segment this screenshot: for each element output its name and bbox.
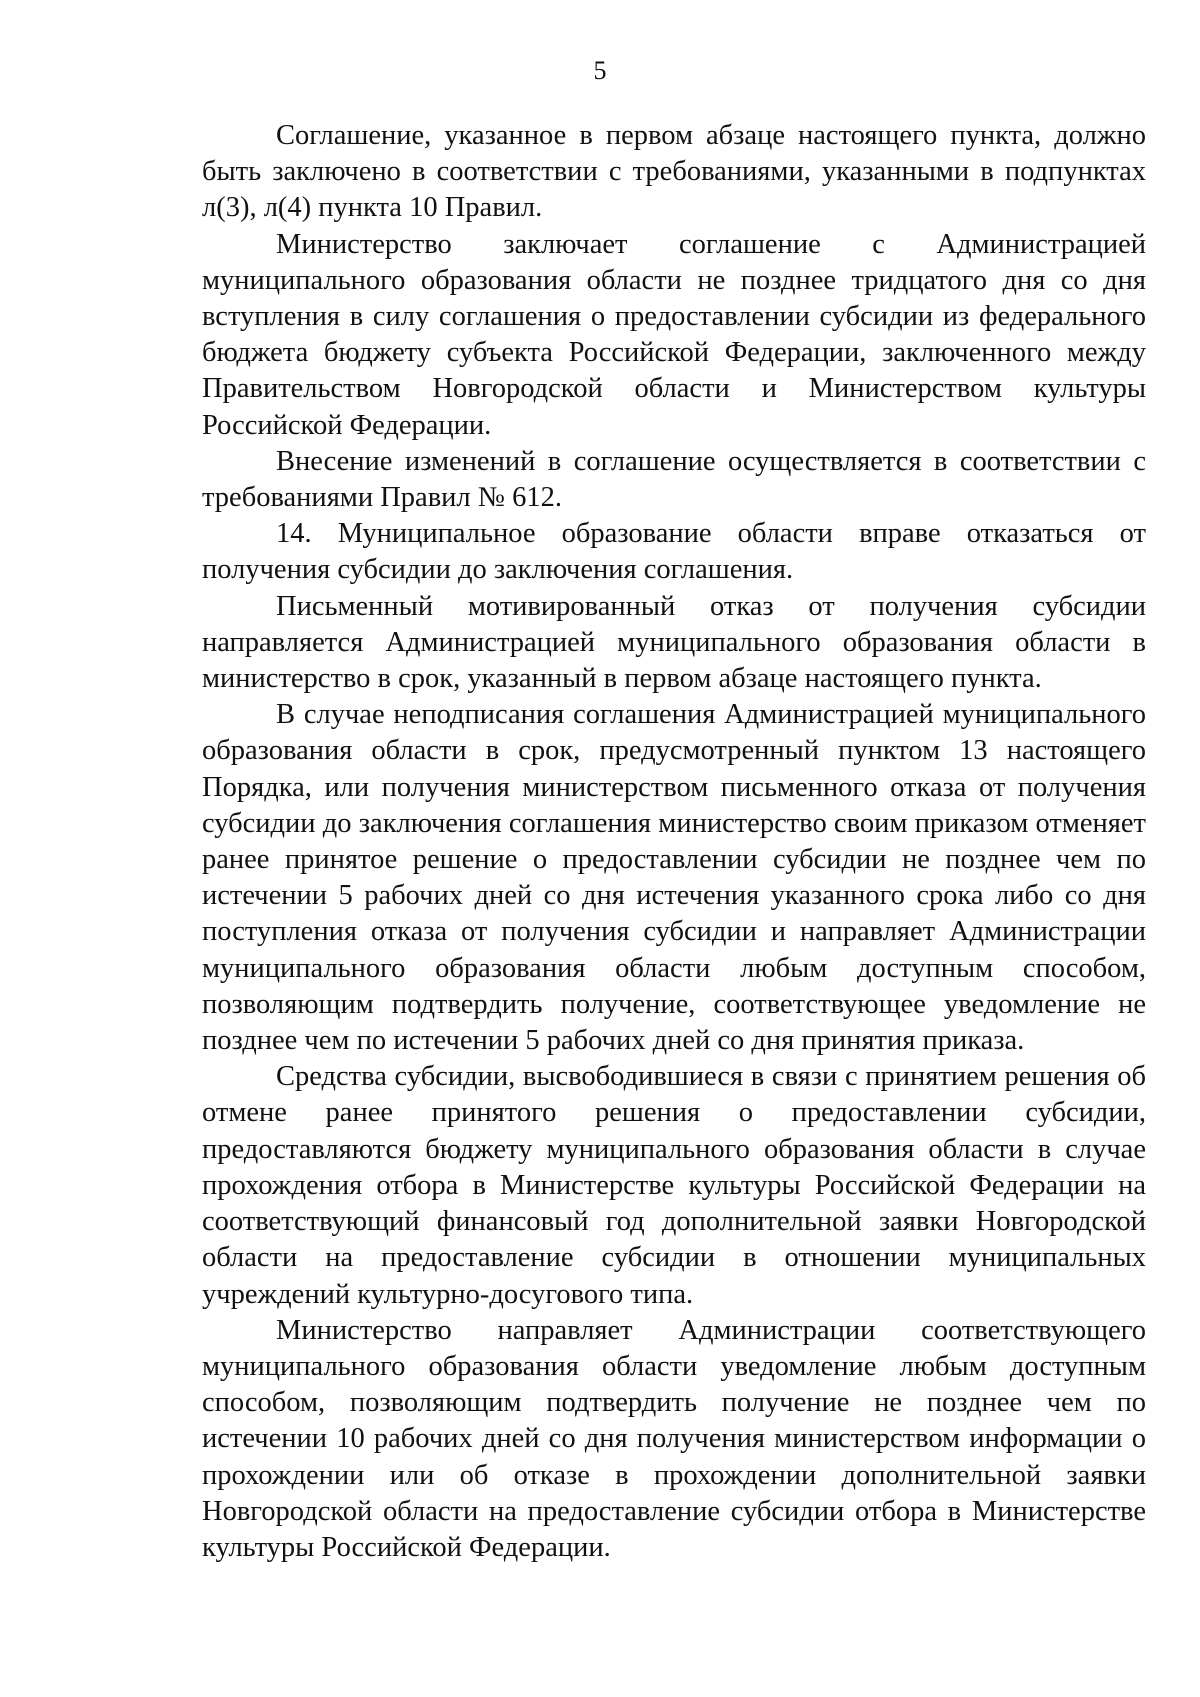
paragraph-agreement-deadline: Министерство заключает соглашение с Администрацией муниципального образования области не позднее тридцатого дня со дня вступления в силу соглашения о предоставлении субсидии из федерального бюджета бюджету субъекта Российской Федерации, заключенного между Правительством Новгородской области и Министерством культуры Российской Федерации. [202, 228, 1146, 441]
paragraph-ministry-notification: Министерство направляет Администрации соответствующего муниципального образования области уведомление любым доступным способом, позволяющим подтвердить получение не позднее чем по истечении 10 рабочих дней со дня получения министерством информации о прохождении или об отказе в прохождении дополнительной заявки Новгородской области на предоставление субсидии отбора в Министерстве культуры Российской Федерации. [202, 1314, 1146, 1563]
document-body [202, 118, 1146, 1566]
paragraph-item-14: 14. Муниципальное образование области вправе отказаться от получения субсидии до заключения соглашения. [202, 518, 1146, 586]
paragraph-written-refusal: Письменный мотивированный отказ от получения субсидии направляется Администрацией муниципального образования области в министерство в срок, указанный в первом абзаце настоящего пункта. [202, 590, 1146, 695]
page-number: 5 [593, 56, 607, 85]
paragraph-decision-cancellation: В случае неподписания соглашения Администрацией муниципального образования области в срок, предусмотренный пунктом 13 настоящего Порядка, или получения министерством письменного отказа от получения субсидии до заключения соглашения министерство своим приказом отменяет ранее принятое решение о предоставлении субсидии не позднее чем по истечении 5 рабочих дней со дня истечения указанного срока либо со дня поступления отказа от получения субсидии и направляет Администрации муниципального образования области любым доступным способом, позволяющим подтвердить получение, соответствующее уведомление не позднее чем по истечении 5 рабочих дней со дня принятия приказа. [202, 699, 1146, 1057]
paragraph-agreement-requirements: Соглашение, указанное в первом абзаце настоящего пункта, должно быть заключено в соответствии с требованиями, указанными в подпунктах л(3), л(4) пункта 10 Правил. [202, 120, 1146, 224]
paragraph-released-funds: Средства субсидии, высвободившиеся в связи с принятием решения об отмене ранее принятого решения о предоставлении субсидии, предоставляются бюджету муниципального образования области в случае прохождения отбора в Министерстве культуры Российской Федерации на соответствующий финансовый год дополнительной заявки Новгородской области на предоставление субсидии в отношении муниципальных учреждений культурно-досугового типа. [202, 1061, 1146, 1310]
paragraph-agreement-amendments: Внесение изменений в соглашение осуществляется в соответствии с требованиями Правил № 612. [202, 445, 1146, 514]
